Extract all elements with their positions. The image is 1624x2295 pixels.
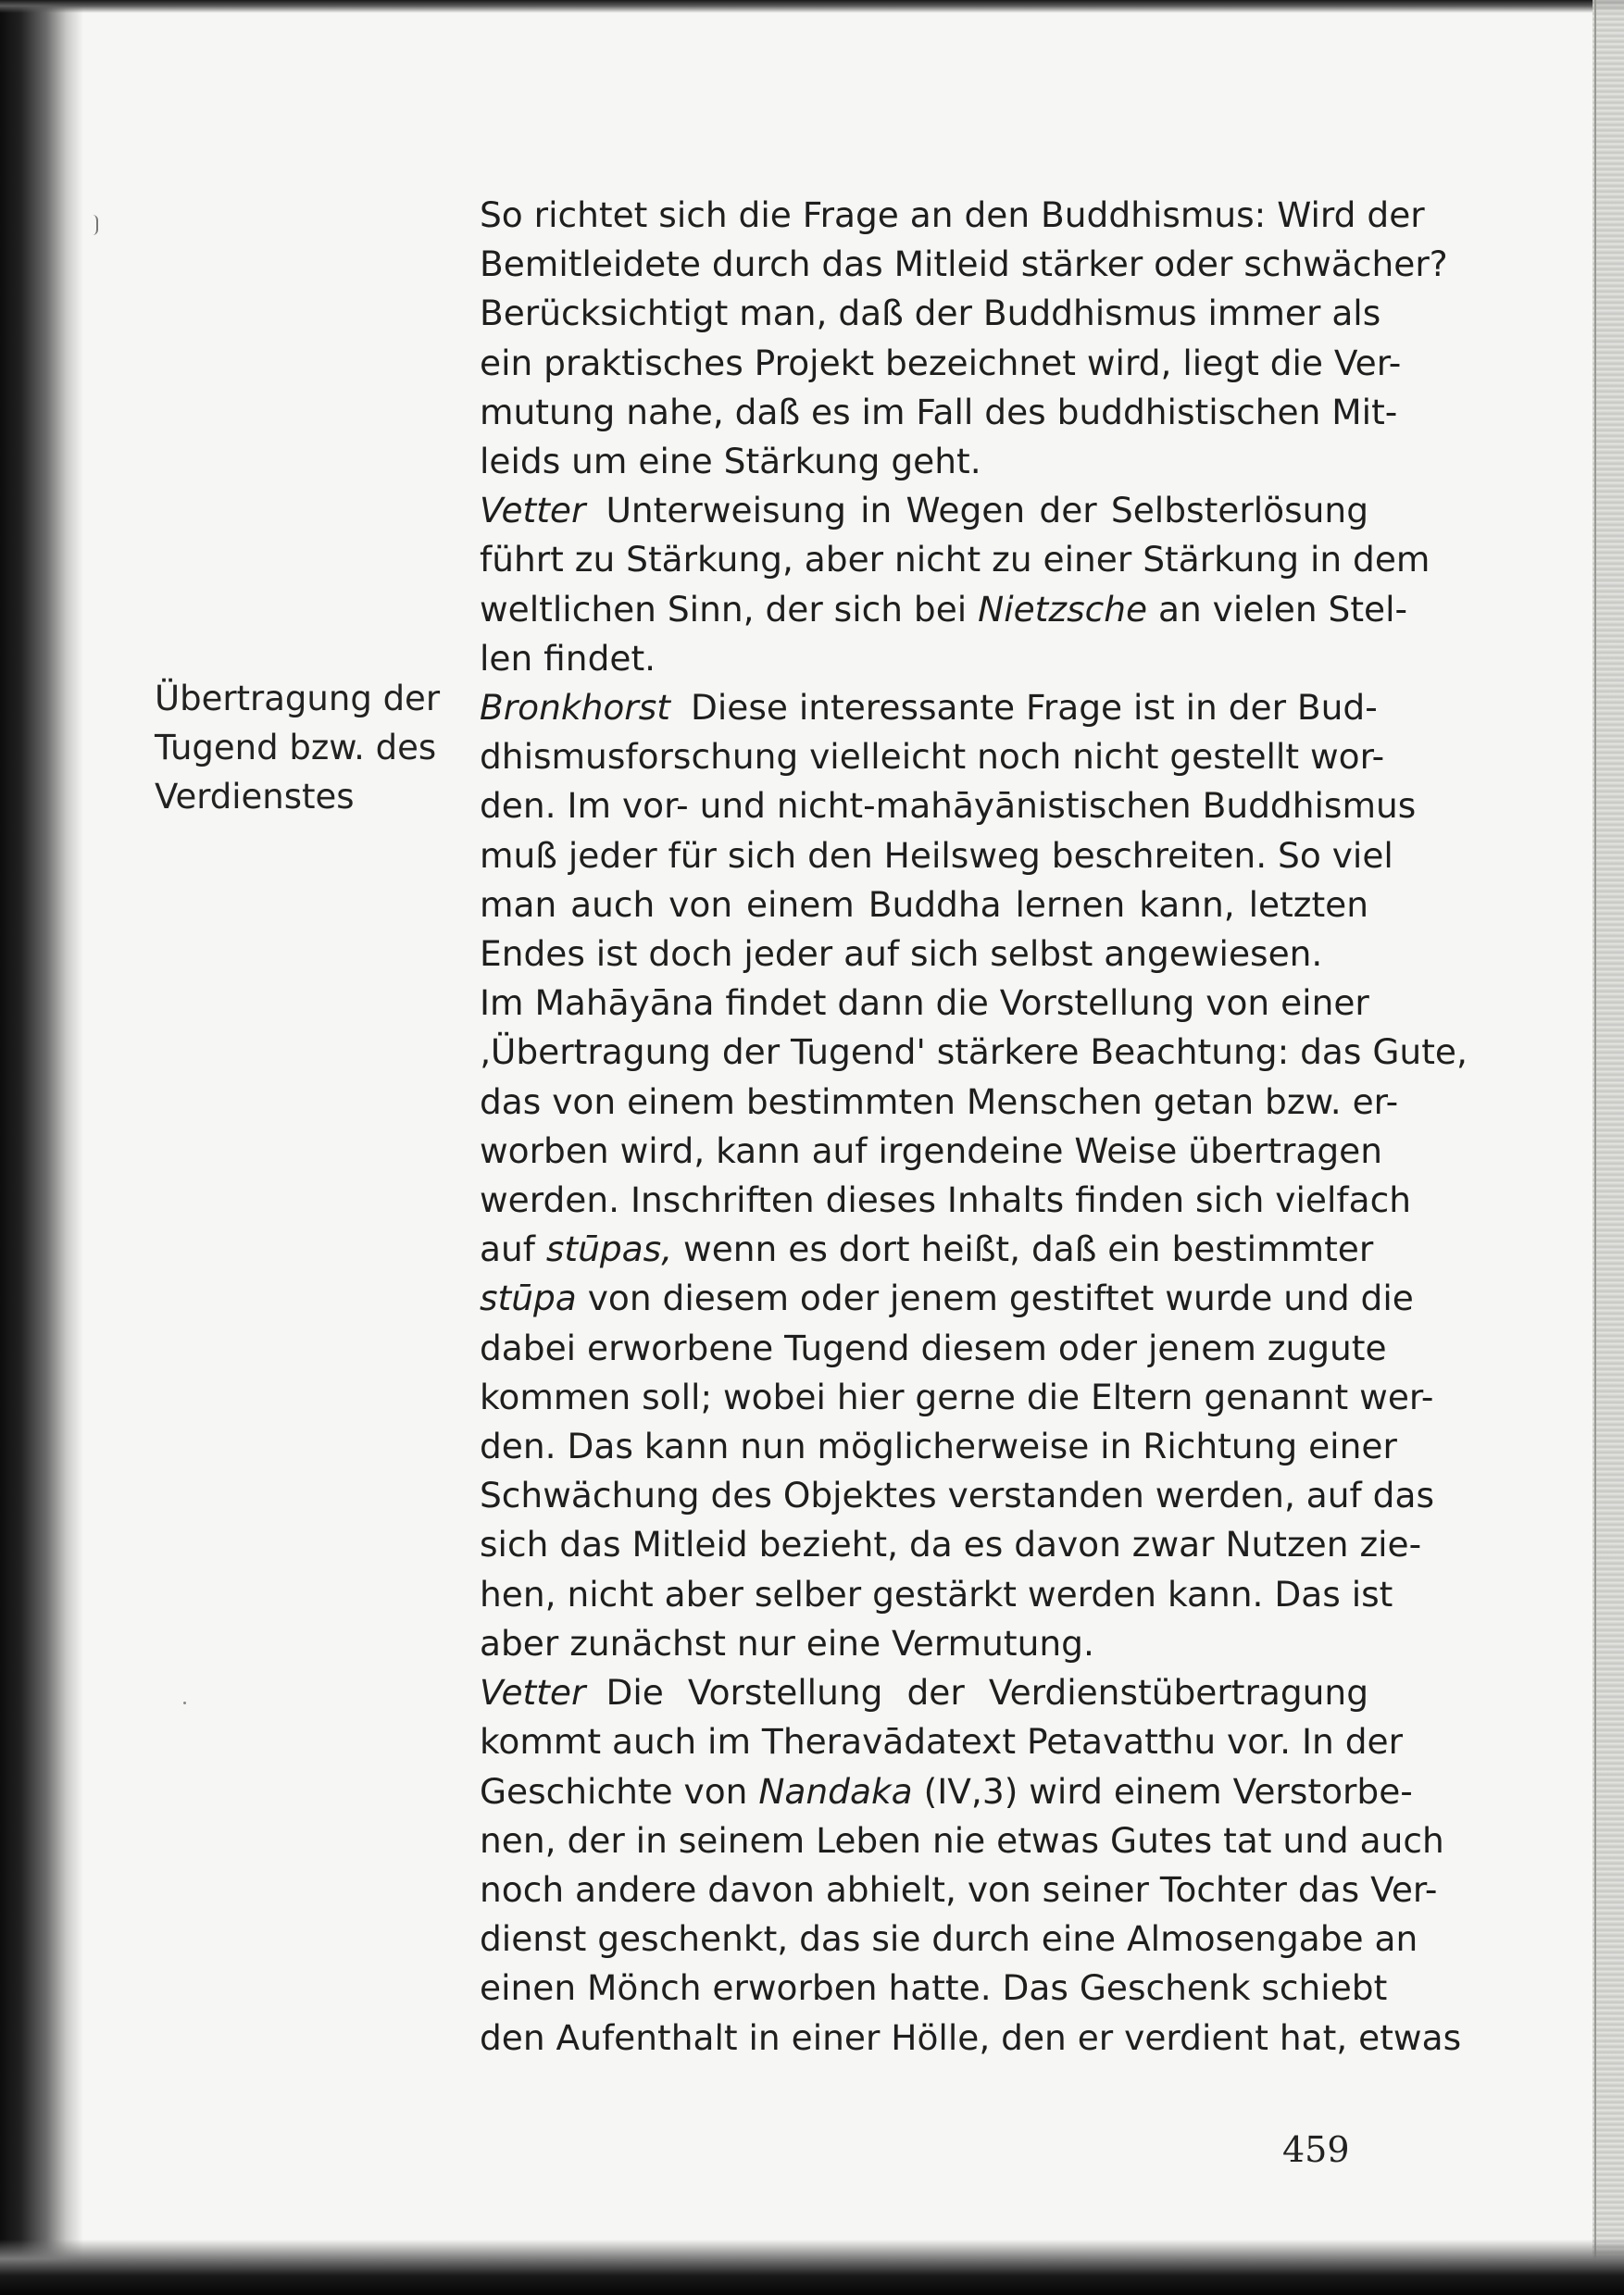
text-line	[480, 1274, 1414, 1323]
right-page-edge-line	[1594, 0, 1596, 2295]
text-line: leids um eine Stärkung geht.	[480, 441, 981, 482]
text-line: sich das Mitleid bezieht, da es davon zwar Nutzen zie-	[480, 1524, 1422, 1565]
speaker-name: Bronkhorst	[480, 687, 670, 729]
right-page-edge	[1593, 0, 1624, 2295]
text-line: kommen soll; wobei hier gerne die Eltern genannt wer-	[480, 1376, 1434, 1417]
speaker-name: Vetter	[480, 1672, 586, 1714]
text-line: worben wird, kann auf irgendeine Weise übertragen	[480, 1129, 1383, 1171]
text-segment: wenn es dort heißt, daß ein bestimmter	[683, 1229, 1374, 1270]
text-line: mutung nahe, daß es im Fall des buddhistischen Mit-	[480, 391, 1398, 432]
body-text	[480, 191, 1468, 2063]
text-line: aber zunächst nur eine Vermutung.	[480, 1622, 1094, 1664]
text-line: man auch von einem Buddha lernen kann, letzten	[480, 883, 1368, 925]
margin-note-line: Übertragung der	[155, 679, 441, 718]
text-line: den. Im vor- und nicht-mahāyānistischen Buddhismus	[480, 785, 1417, 827]
text-line	[480, 486, 1368, 535]
bottom-page-edge	[0, 2239, 1624, 2295]
stray-scan-mark	[93, 215, 98, 235]
text-segment: Geschichte von	[480, 1770, 748, 1812]
text-line: Im Mahāyāna findet dann die Vorstellung von einer	[480, 982, 1369, 1024]
text-line: führt zu Stärkung, aber nicht zu einer Stärkung in dem	[480, 539, 1430, 580]
term: stūpa	[480, 1278, 577, 1319]
text-line	[480, 683, 1378, 732]
text-line: Bemitleidete durch das Mitleid stärker oder schwächer?	[480, 243, 1448, 285]
text-segment: (IV,3) wird einem Verstorbe-	[923, 1770, 1413, 1812]
text-line: das von einem bestimmten Menschen getan bzw. er-	[480, 1080, 1399, 1122]
person-name: Nandaka	[758, 1770, 913, 1812]
text-segment: Unterweisung in Wegen der Selbsterlösung	[606, 490, 1368, 531]
text-line	[480, 1767, 1413, 1816]
text-line: einen Mönch erworben hatte. Das Geschenk schiebt	[480, 1967, 1388, 2009]
text-line: muß jeder für sich den Heilsweg beschreiten. So viel	[480, 834, 1393, 876]
text-segment: Die Vorstellung der Verdienstübertragung	[606, 1672, 1368, 1714]
text-line	[480, 585, 1408, 634]
text-line: ein praktisches Projekt bezeichnet wird, liegt die Ver-	[480, 342, 1402, 383]
margin-note-line: Tugend bzw. des	[155, 728, 437, 767]
text-line: nen, der in seinem Leben nie etwas Gutes tat und auch	[480, 1819, 1444, 1861]
text-line: len findet.	[480, 637, 656, 679]
text-line: ‚Übertragung der Tugend' stärkere Beachtung: das Gute,	[480, 1031, 1468, 1073]
top-page-edge	[0, 0, 1624, 13]
text-line: noch andere davon abhielt, von seiner Tochter das Ver-	[480, 1868, 1438, 1910]
text-line: Schwächung des Objektes verstanden werden, auf das	[480, 1475, 1434, 1516]
text-line: werden. Inschriften dieses Inhalts finden sich vielfach	[480, 1179, 1411, 1221]
text-line	[480, 1668, 1368, 1717]
text-line: den. Das kann nun möglicherweise in Richtung einer	[480, 1426, 1397, 1467]
text-line: dhismusforschung vielleicht noch nicht gestellt wor-	[480, 736, 1385, 778]
text-line: Endes ist doch jeder auf sich selbst angewiesen.	[480, 933, 1323, 975]
margin-note-line: Verdienstes	[155, 777, 355, 817]
text-segment: weltlichen Sinn, der sich bei	[480, 588, 968, 630]
margin-note	[155, 674, 460, 821]
text-line: hen, nicht aber selber gestärkt werden kann. Das ist	[480, 1573, 1393, 1615]
text-segment: an vielen Stel-	[1158, 588, 1408, 630]
text-line: So richtet sich die Frage an den Buddhismus: Wird der	[480, 194, 1425, 235]
term: stūpas,	[545, 1229, 673, 1270]
page-number: 459	[1282, 2129, 1350, 2170]
text-line: Berücksichtigt man, daß der Buddhismus immer als	[480, 293, 1381, 334]
text-segment: auf	[480, 1229, 535, 1270]
text-line: dienst geschenkt, das sie durch eine Almosengabe an	[480, 1918, 1418, 1960]
text-line: den Aufenthalt in einer Hölle, den er verdient hat, etwas	[480, 2016, 1462, 2058]
binding-shadow	[0, 0, 83, 2295]
scan-speck	[183, 1702, 186, 1704]
text-line: dabei erworbene Tugend diesem oder jenem zugute	[480, 1327, 1387, 1368]
text-line	[480, 1225, 1374, 1274]
text-segment: von diesem oder jenem gestiftet wurde und die	[587, 1278, 1414, 1319]
speaker-name: Vetter	[480, 490, 586, 531]
text-line: kommt auch im Theravādatext Petavatthu vor. In der	[480, 1721, 1404, 1763]
person-name: Nietzsche	[978, 588, 1148, 630]
text-segment: Diese interessante Frage ist in der Bud-	[690, 687, 1378, 729]
